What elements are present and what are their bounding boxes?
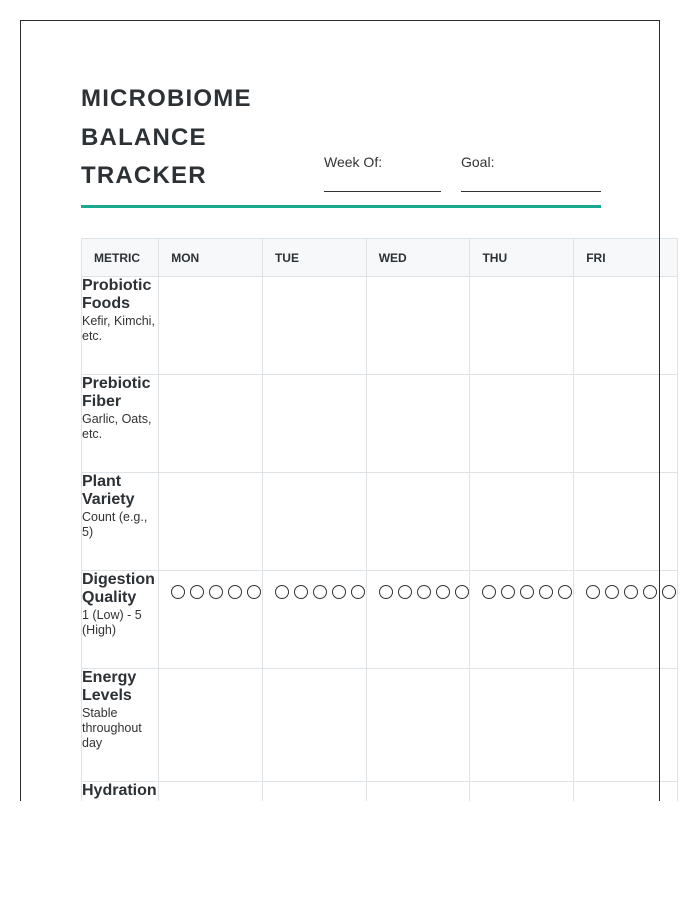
rating-circle-icon-4[interactable] [643,585,657,599]
rating-circle-icon-2[interactable] [501,585,515,599]
entry-cell-mon[interactable] [159,782,263,802]
title-line-2: BALANCE [81,123,207,151]
rating-circle-icon-5[interactable] [662,585,676,599]
table-row-prebiotic-fiber [82,375,678,473]
metric-description: Kefir, Kimchi, etc. [82,314,155,343]
week-of-label: Week Of: [324,154,383,170]
tracker-table [81,238,678,801]
entry-cell-mon[interactable] [159,277,263,375]
title-line-1: MICROBIOME [81,85,252,112]
metric-cell [82,782,159,802]
rating-circle-icon-1[interactable] [275,585,289,599]
metric-description: Garlic, Oats, etc. [82,412,152,441]
rating-circle-icon-2[interactable] [190,585,204,599]
header-divider [81,205,601,208]
metric-cell [82,571,159,669]
title-line-3: TRACKER [81,162,207,189]
rating-circle-icon-4[interactable] [539,585,553,599]
rating-circle-icon-4[interactable] [228,585,242,599]
rating-circle-icon-1[interactable] [171,585,185,599]
metric-name: Digestion Quality [82,571,155,606]
rating-circle-icon-4[interactable] [436,585,450,599]
rating-circle-icon-1[interactable] [379,585,393,599]
entry-cell-fri[interactable] [574,669,678,782]
entry-cell-tue[interactable] [262,375,366,473]
entry-cell-fri[interactable] [574,473,678,571]
entry-cell-fri[interactable] [574,277,678,375]
metric-name: Energy Levels [82,669,137,704]
goal-label: Goal: [461,154,495,170]
table-row-energy-levels [82,669,678,782]
entry-cell-tue[interactable] [262,782,366,802]
entry-cell-wed[interactable] [366,782,470,802]
rating-cell-tue [262,571,366,669]
entry-cell-fri[interactable] [574,782,678,802]
rating-circle-icon-3[interactable] [520,585,534,599]
table-header-row [82,239,678,277]
title-block [81,80,252,196]
column-header-fri: FRI [574,239,678,277]
rating-circle-icon-5[interactable] [455,585,469,599]
rating-circle-icon-2[interactable] [294,585,308,599]
page-title [81,80,252,196]
entry-cell-wed[interactable] [366,277,470,375]
entry-cell-tue[interactable] [262,473,366,571]
entry-cell-thu[interactable] [470,277,574,375]
metric-cell [82,277,159,375]
rating-circle-icon-5[interactable] [558,585,572,599]
rating-circle-icon-2[interactable] [398,585,412,599]
metric-cell [82,669,159,782]
metric-name: Hydration [82,782,157,799]
metric-description: Count (e.g., 5) [82,510,148,539]
entry-cell-mon[interactable] [159,473,263,571]
table-row-hydration [82,782,678,802]
rating-cell-fri [574,571,678,669]
rating-circle-icon-2[interactable] [605,585,619,599]
column-header-tue: TUE [262,239,366,277]
goal-input-line[interactable] [461,191,601,192]
rating-circle-icon-3[interactable] [624,585,638,599]
entry-cell-thu[interactable] [470,782,574,802]
rating-scale [367,571,470,599]
goal-field[interactable] [461,154,494,170]
entry-cell-tue[interactable] [262,669,366,782]
metric-cell [82,473,159,571]
rating-circle-icon-3[interactable] [313,585,327,599]
week-of-field[interactable] [324,154,382,170]
entry-cell-fri[interactable] [574,375,678,473]
entry-cell-tue[interactable] [262,277,366,375]
rating-cell-thu [470,571,574,669]
rating-circle-icon-5[interactable] [247,585,261,599]
metric-description: 1 (Low) - 5 (High) [82,608,142,637]
entry-cell-wed[interactable] [366,669,470,782]
metric-name: Probiotic Foods [82,277,152,312]
rating-circle-icon-1[interactable] [482,585,496,599]
rating-scale [263,571,366,599]
entry-cell-mon[interactable] [159,375,263,473]
rating-circle-icon-1[interactable] [586,585,600,599]
metric-name: Plant Variety [82,473,135,508]
rating-circle-icon-3[interactable] [417,585,431,599]
rating-circle-icon-5[interactable] [351,585,365,599]
column-header-metric: METRIC [82,239,159,277]
metric-name: Prebiotic Fiber [82,375,151,410]
rating-cell-wed [366,571,470,669]
week-of-input-line[interactable] [324,191,441,192]
entry-cell-thu[interactable] [470,669,574,782]
table-row-probiotic-foods [82,277,678,375]
entry-cell-thu[interactable] [470,375,574,473]
rating-cell-mon [159,571,263,669]
entry-cell-thu[interactable] [470,473,574,571]
metric-description: Stable throughout day [82,706,142,750]
entry-cell-mon[interactable] [159,669,263,782]
rating-circle-icon-3[interactable] [209,585,223,599]
column-header-thu: THU [470,239,574,277]
rating-scale [470,571,573,599]
table-row-plant-variety [82,473,678,571]
rating-scale [159,571,262,599]
metric-cell [82,375,159,473]
table-row-digestion-quality [82,571,678,669]
column-header-mon: MON [159,239,263,277]
column-header-wed: WED [366,239,470,277]
entry-cell-wed[interactable] [366,473,470,571]
entry-cell-wed[interactable] [366,375,470,473]
rating-circle-icon-4[interactable] [332,585,346,599]
rating-scale [574,571,677,599]
